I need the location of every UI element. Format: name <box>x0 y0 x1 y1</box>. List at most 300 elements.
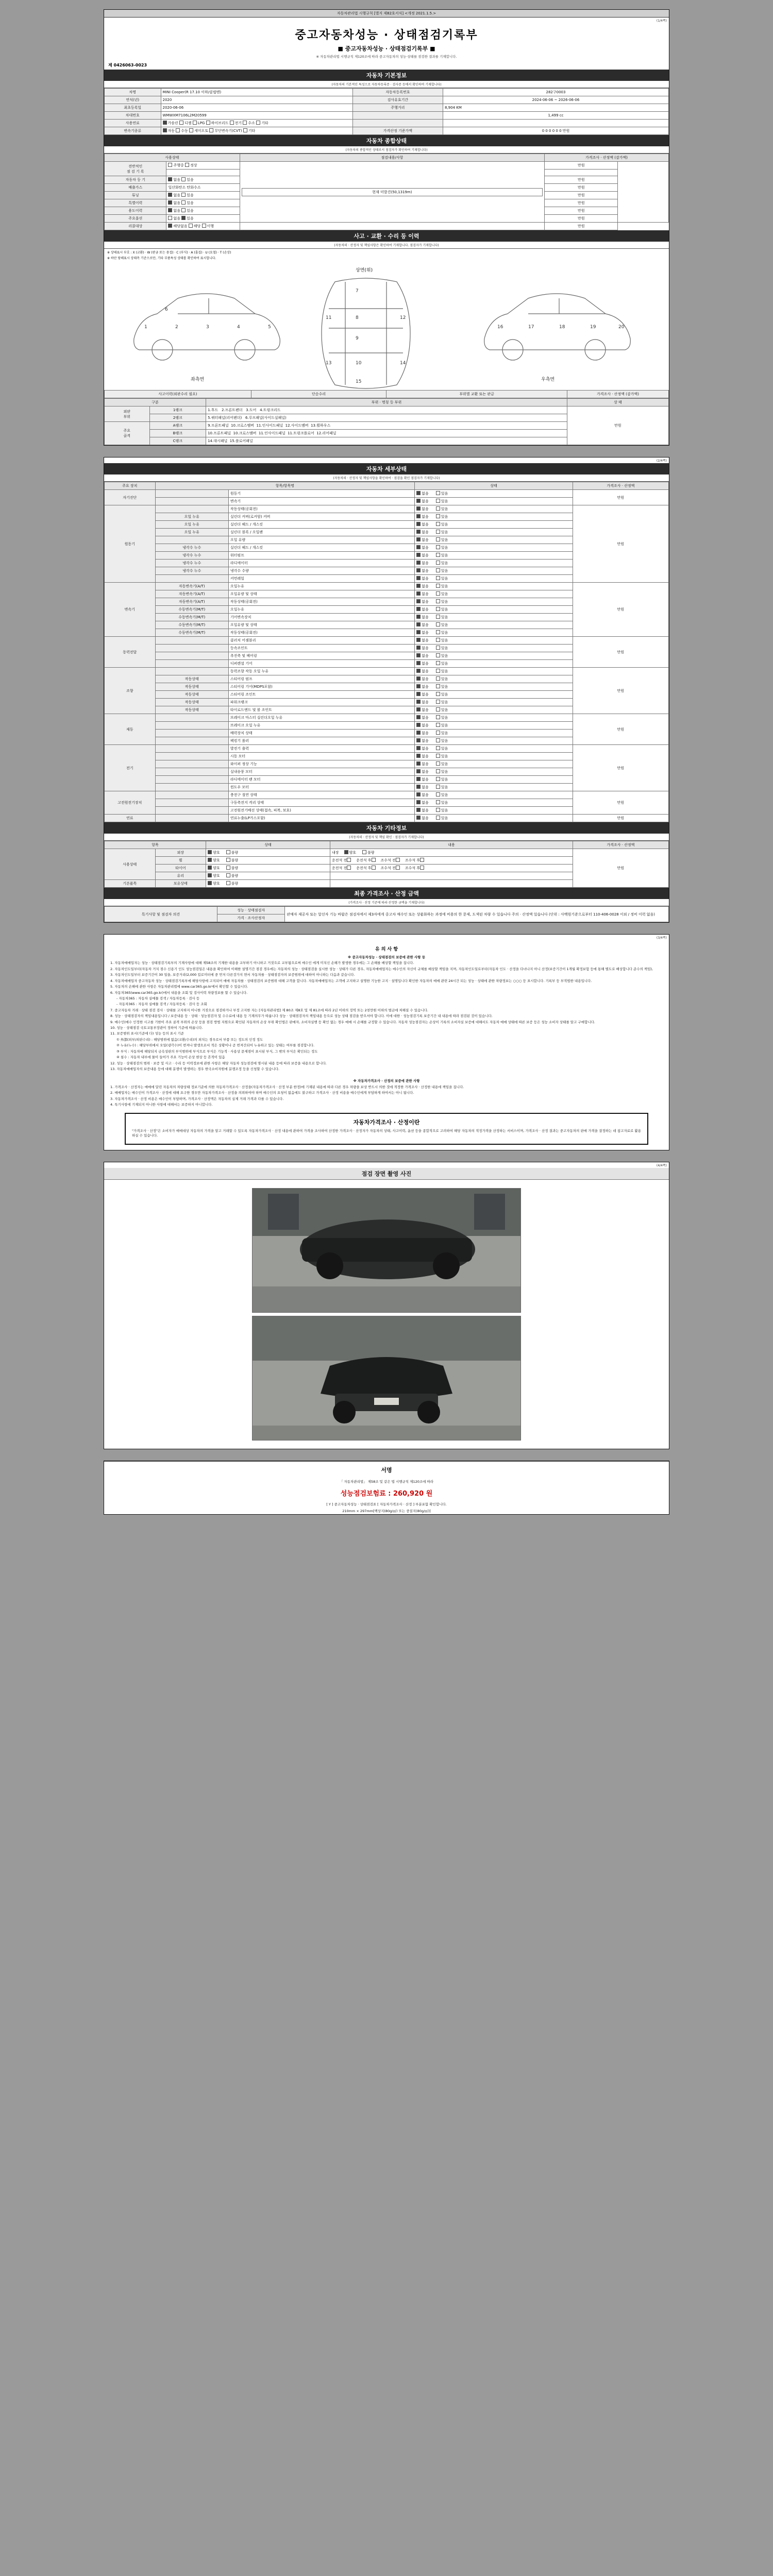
detail-opt-label-1-9-1: 있음 <box>441 577 448 581</box>
checkbox-fuel-2[interactable] <box>193 121 197 125</box>
page-subtitle: ■ 중고자동차성능 · 상태점검기록부 ■ <box>338 45 435 52</box>
notice-item-0: 1. 자동차매매업자는 성능 · 상태점검기록부의 기재사항에 대해 제58조의 기재한 내용을 교부하기 아니하고 거짓으로 교부됩으로써 매수인 에게 미치신 손해가 발생한 경우에는 그 손해를 배상할 책임을 집니다. <box>110 961 414 965</box>
notice-h2: ※ 자동차가격조사 · 산정의 보증에 관한 사항 <box>353 1079 420 1083</box>
overall-head-2: 점검내용/사항 <box>240 154 544 162</box>
detail-price-1: 만원 <box>573 505 668 583</box>
title-block <box>104 23 669 61</box>
checkbox-etc-2-0[interactable] <box>208 866 212 870</box>
table-row <box>105 120 669 127</box>
checkbox-detail-0-1-0[interactable] <box>416 499 421 503</box>
checkbox-detail-8-0-0[interactable] <box>416 816 421 820</box>
inspection-photo-2 <box>252 1316 521 1440</box>
detail-group-4: 조향 <box>105 668 156 714</box>
checkbox-detail-1-5-0[interactable] <box>416 545 421 549</box>
detail-head-2: 상태 <box>415 482 573 490</box>
etc-note-3 <box>330 872 573 880</box>
table-row <box>105 112 669 120</box>
fuel-label-6: 기타 <box>261 121 268 125</box>
checkbox-detail-6-0-0[interactable] <box>416 746 421 750</box>
checkbox-recall-none[interactable] <box>168 224 172 228</box>
detail-opt-label-1-7-1: 있음 <box>441 561 448 565</box>
accident-sub-1: 단순수리 <box>251 391 386 398</box>
view-label-right: 우측면 <box>541 377 555 382</box>
detail-opt-label-2-4-1: 있음 <box>441 615 448 619</box>
wheel-pos-2-2: 조수석 전 <box>380 866 396 870</box>
fuel-label-0: 가솔린 <box>167 121 178 125</box>
detail-opt-label-4-4-0: 없음 <box>422 700 429 704</box>
detail-price-4: 만원 <box>573 668 668 714</box>
checkbox-detail-6-2-1[interactable] <box>436 761 440 766</box>
detail-sub-5-0 <box>155 714 228 722</box>
overall-item-3 <box>166 192 240 199</box>
detail-opt-label-2-3-0: 없음 <box>422 607 429 612</box>
detail-opt-label-6-1-1: 있음 <box>441 754 448 758</box>
detail-sub-2-2: 자동변속기(A/T) <box>155 598 228 606</box>
checkbox-detail-2-5-0[interactable] <box>416 622 421 626</box>
detail-opt-label-2-1-0: 없음 <box>422 592 429 596</box>
checkbox-detail-5-1-0[interactable] <box>416 723 421 727</box>
checkbox-etc-3-0[interactable] <box>208 873 212 877</box>
etc-opt-label-2-1: 불량 <box>231 866 239 870</box>
checkbox-special-yes[interactable] <box>181 200 186 205</box>
etc-item-2: 타이어 <box>155 865 206 872</box>
checkbox-detail-4-0-0[interactable] <box>416 669 421 673</box>
checkbox-detail-3-1-1[interactable] <box>436 646 440 650</box>
checkbox-detail-1-4-0[interactable] <box>416 537 421 541</box>
checkbox-trans-2[interactable] <box>189 128 193 132</box>
frame-item-12: 15.플로어패널 <box>229 439 253 443</box>
page-title: 중고자동차성능 · 상태점검기록부 <box>295 29 478 42</box>
detail-group-2: 변속기 <box>105 583 156 637</box>
checkbox-wheel-2-2[interactable] <box>396 866 400 870</box>
checkbox-etc-right-0-0[interactable] <box>344 850 348 854</box>
detail-item-4-4: 파워크랭크 <box>228 699 414 706</box>
checkbox-detail-4-1-0[interactable] <box>416 676 421 681</box>
basic-value-1: 2020 <box>161 96 352 104</box>
checkbox-wheel-1-0[interactable] <box>347 858 351 862</box>
checkbox-detail-4-5-0[interactable] <box>416 707 421 711</box>
etc-status-4 <box>206 880 330 888</box>
checkbox-etc-4-1[interactable] <box>226 881 230 885</box>
checkbox-etc-1-0[interactable] <box>208 858 212 862</box>
detail-price-8: 만원 <box>573 815 668 822</box>
checkbox-recall-done[interactable] <box>202 224 206 228</box>
checkbox-detail-1-8-1[interactable] <box>436 568 440 572</box>
detail-sub-2-0: 자동변속기(A/T) <box>155 583 228 590</box>
detail-table-body <box>105 490 669 822</box>
checkbox-detail-6-1-1[interactable] <box>436 754 440 758</box>
detail-sub-2-6: 수동변속기(M/T) <box>155 629 228 637</box>
checkbox-detail-8-0-1[interactable] <box>436 816 440 820</box>
detail-item-2-5: 오일유량 및 상태 <box>228 621 414 629</box>
checkbox-detail-1-6-1[interactable] <box>436 553 440 557</box>
checkbox-fuel-5[interactable] <box>243 121 247 125</box>
overall-item-0b <box>166 170 240 176</box>
checkbox-detail-4-3-1[interactable] <box>436 692 440 696</box>
detail-item-0-1: 변속기 <box>228 498 414 505</box>
basic-label-5: 변속기종류 <box>105 127 161 135</box>
etc-status-1 <box>206 857 330 865</box>
notice-items-2 <box>104 1085 669 1108</box>
title-note: ※ 자동차관리법 시행규칙 제120조에 따라 중고자동차의 성능·상태를 점검한 결과를 기재합니다. <box>316 55 457 59</box>
detail-opt-label-4-2-0: 없음 <box>422 685 429 689</box>
checkbox-detail-1-1-1[interactable] <box>436 514 440 518</box>
checkbox-detail-6-5-0[interactable] <box>416 785 421 789</box>
checkbox-detail-1-9-1[interactable] <box>436 576 440 580</box>
checkbox-detail-5-2-0[interactable] <box>416 731 421 735</box>
checkbox-detail-2-6-0[interactable] <box>416 630 421 634</box>
svg-text:6: 6 <box>165 307 168 312</box>
notice-item-4: 5. 자동차의 손해에 관한 사항은 자동차관리법에 www.car365.go.kr에서 확인할 수 있습니다. <box>110 985 248 989</box>
accident-sub-2: 부위별 교환 또는 판금 <box>386 391 567 398</box>
checkbox-detail-7-0-0[interactable] <box>416 792 421 796</box>
checkbox-wheel-1-3[interactable] <box>420 858 424 862</box>
table-header-row <box>105 154 669 162</box>
etc-note-4 <box>330 880 573 888</box>
notice-item-18: 13. 자동차매매업자의 보증내용 등에 대해 분쟁이 발생하는 경우 한국소비자원에 분쟁조정 등을 신청할 수 있습니다. <box>110 1067 280 1072</box>
page-number-2: (2/4쪽) <box>656 459 667 463</box>
checkbox-detail-2-4-0[interactable] <box>416 615 421 619</box>
svg-text:9: 9 <box>356 336 359 341</box>
checkbox-detail-0-0-0[interactable] <box>416 491 421 495</box>
section-overall-note: (자동차의 종합적인 상태로서 점검자가 확인하여 기재합니다) <box>104 146 669 154</box>
checkbox-detail-2-0-0[interactable] <box>416 584 421 588</box>
inspection-photo-1 <box>252 1188 521 1313</box>
checkbox-detail-6-4-0[interactable] <box>416 777 421 781</box>
checkbox-detail-2-2-0[interactable] <box>416 599 421 603</box>
detail-opt-label-3-0-1: 있음 <box>441 638 448 642</box>
detail-status-4-0 <box>415 668 573 675</box>
detail-opt-label-4-0-1: 있음 <box>441 669 448 673</box>
etc-head-0: 항목 <box>105 841 206 849</box>
part-item-3: 3.도어 <box>246 408 257 412</box>
detail-group-6: 전기 <box>105 745 156 791</box>
basic-value2-1: 2024-06-06 ~ 2026-06-06 <box>443 96 668 104</box>
overall-opt-1a: 없음 <box>173 178 180 182</box>
checkbox-fuel-1[interactable] <box>179 121 183 125</box>
checkbox-detail-0-1-1[interactable] <box>436 499 440 503</box>
detail-opt-label-5-0-1: 있음 <box>441 716 448 720</box>
checkbox-detail-3-2-0[interactable] <box>416 653 421 657</box>
detail-sub-1-6: 냉각수 누수 <box>155 552 228 560</box>
detail-sub-7-1 <box>155 799 228 807</box>
checkbox-detail-1-3-1[interactable] <box>436 530 440 534</box>
accident-sub-0: 사고이력(외판수리 필요) <box>105 391 251 398</box>
detail-opt-label-4-4-1: 있음 <box>441 700 448 704</box>
checkbox-detail-2-1-0[interactable] <box>416 591 421 596</box>
checkbox-wheel-2-3[interactable] <box>420 866 424 870</box>
section-etc-header: 자동차 기타정보 <box>104 822 669 834</box>
notice-item-11: 10. 성능 · 상태점검 국토교통부장관이 정하여 기준에 따릅니다. <box>110 1026 203 1030</box>
detail-status-6-1 <box>415 753 573 760</box>
detail-status-5-0 <box>415 714 573 722</box>
section-detail-note: (자동차의 · 산정자 및 책임사항을 확인하여 · 점검을 확인 점검자가 기재합니다) <box>104 474 669 482</box>
engine-cc: 1,499 cc <box>443 112 668 120</box>
detail-status-7-2 <box>415 807 573 815</box>
checkbox-detail-4-2-0[interactable] <box>416 684 421 688</box>
etc-opt-label-0-0: 양호 <box>213 851 220 855</box>
checkbox-detail-4-0-1[interactable] <box>436 669 440 673</box>
detail-opt-label-5-1-1: 있음 <box>441 723 448 727</box>
checkbox-detail-3-3-0[interactable] <box>416 661 421 665</box>
price-table <box>104 906 669 922</box>
sheet-4-photos <box>104 1162 669 1449</box>
detail-opt-label-2-0-0: 없음 <box>422 584 429 588</box>
detail-status-7-1 <box>415 799 573 807</box>
detail-opt-label-3-3-0: 없음 <box>422 662 429 666</box>
checkbox-fuel-6[interactable] <box>256 121 260 125</box>
checkbox-recall-yes[interactable] <box>189 224 193 228</box>
detail-item-0-0: 원동기 <box>228 490 414 498</box>
checkbox-special-none[interactable] <box>168 200 172 205</box>
table-row <box>105 815 669 822</box>
detail-sub-4-1: 작동상태 <box>155 675 228 683</box>
detail-head-1: 항목/항목명 <box>155 482 415 490</box>
document-number: 제 0426063-0023 <box>108 63 147 67</box>
etc-item-1: 휠 <box>155 857 206 865</box>
overall-opt-1b: 있음 <box>187 178 194 182</box>
checkbox-detail-1-4-1[interactable] <box>436 537 440 541</box>
checkbox-tuning-yes[interactable] <box>181 193 186 197</box>
detail-item-4-2: 스티어링 기어(MDPS포함) <box>228 683 414 691</box>
table-row <box>105 505 669 513</box>
checkbox-detail-5-2-1[interactable] <box>436 731 440 735</box>
detail-opt-label-8-0-0: 없음 <box>422 816 429 820</box>
detail-item-1-8: 냉각수 수량 <box>228 567 414 575</box>
checkbox-trans-4[interactable] <box>243 128 247 132</box>
detail-status-2-0 <box>415 583 573 590</box>
checkbox-detail-4-4-0[interactable] <box>416 700 421 704</box>
checkbox-etc-3-1[interactable] <box>226 873 230 877</box>
checkbox-option-none[interactable] <box>168 216 172 220</box>
checkbox-detail-2-6-1[interactable] <box>436 630 440 634</box>
overall-right-7b: 만원 <box>545 223 618 230</box>
detail-status-2-1 <box>415 590 573 598</box>
checkbox-etc-0-0[interactable] <box>208 850 212 854</box>
checkbox-overall-1a[interactable] <box>168 177 172 181</box>
checkbox-detail-2-2-1[interactable] <box>436 599 440 603</box>
checkbox-wheel-1-2[interactable] <box>396 858 400 862</box>
checkbox-detail-1-1-0[interactable] <box>416 514 421 518</box>
detail-opt-label-5-2-1: 있음 <box>441 731 448 735</box>
notice-item-3: 4. 자동차매매업자 중고자동차 성능 · 상태점검기록부에 해당사항에 고지되어 매매 자동차를 · 상태점검의 보증범위 대해 고객을 합니다. 자동차매매업자는 고객에 고지하고 설명한 기능한 고지 · 설명입니다 확인한 자동차의 매매 관련 24시간 되는 성능 · 상태에 관한 차량정보는 ○○○ 등 표시합니다. 기록부 등 부적법한 내용입니다. <box>110 978 592 983</box>
overall-state-table <box>104 154 669 230</box>
checkbox-detail-3-0-0[interactable] <box>416 638 421 642</box>
etc-item-0: 외장 <box>155 849 206 857</box>
checkbox-detail-7-2-1[interactable] <box>436 808 440 812</box>
detail-opt-label-2-5-1: 있음 <box>441 623 448 627</box>
checkbox-detail-1-6-0[interactable] <box>416 553 421 557</box>
detail-item-2-6: 작동상태(공회전) <box>228 629 414 637</box>
checkbox-detail-6-0-1[interactable] <box>436 746 440 750</box>
checkbox-detail-2-5-1[interactable] <box>436 622 440 626</box>
emission-hc: 탄화수소 <box>187 185 201 190</box>
checkbox-detail-2-3-1[interactable] <box>436 607 440 611</box>
checkbox-etc-0-1[interactable] <box>226 850 230 854</box>
overall-cat-3: 튜닝 <box>105 192 166 199</box>
checkbox-usage-yes[interactable] <box>181 208 186 212</box>
detail-item-1-5: 실린더 헤드 / 개스킷 <box>228 544 414 552</box>
checkbox-detail-1-9-0[interactable] <box>416 576 421 580</box>
checkbox-trans-3[interactable] <box>209 128 213 132</box>
checkbox-detail-2-4-1[interactable] <box>436 615 440 619</box>
checkbox-detail-3-2-1[interactable] <box>436 653 440 657</box>
etc-opt-label-4-0: 양호 <box>213 882 220 886</box>
svg-text:13: 13 <box>326 361 332 366</box>
etc-table <box>104 841 669 888</box>
car-diagram-svg <box>113 261 660 389</box>
checkbox-detail-1-0-0[interactable] <box>416 506 421 511</box>
notice-item-17: 12. 성능 · 상태점검의 범위 · 보증 및 사고 · 수리 등 이력정보에 관한 사항은 해당 자동차 성능점검에 명시된 내용 등에 따라 보증을 내용으로 합니다. <box>110 1061 327 1065</box>
checkbox-detail-6-3-1[interactable] <box>436 769 440 773</box>
detail-group-5: 제동 <box>105 714 156 745</box>
notice-title: 유 의 사 항 <box>375 947 398 952</box>
checkbox-overall-0a[interactable] <box>168 163 172 167</box>
detail-opt-label-4-5-1: 있음 <box>441 708 448 712</box>
detail-item-3-0: 클러치 어셈블리 <box>228 637 414 645</box>
detail-sub-2-4: 수동변속기(M/T) <box>155 614 228 621</box>
detail-sub-1-2: 오일 누유 <box>155 521 228 529</box>
basic-label2-1: 검사유효기간 <box>352 96 443 104</box>
checkbox-usage-none[interactable] <box>168 208 172 212</box>
overall-item-4 <box>166 199 240 207</box>
svg-text:16: 16 <box>497 325 503 330</box>
checkbox-detail-6-2-0[interactable] <box>416 761 421 766</box>
checkbox-detail-3-0-1[interactable] <box>436 638 440 642</box>
checkbox-detail-1-3-0[interactable] <box>416 530 421 534</box>
recall-done-label: 이행 <box>207 224 214 228</box>
checkbox-detail-4-5-1[interactable] <box>436 707 440 711</box>
frame-item-4: 12.사이드멤버 <box>285 423 309 428</box>
detail-opt-label-4-0-0: 없음 <box>422 669 429 673</box>
wheel-pos-1-3: 조수석 후 <box>405 858 421 862</box>
etc-table-body <box>105 849 669 888</box>
checkbox-etc-4-0[interactable] <box>208 881 212 885</box>
detail-opt-label-6-3-1: 있음 <box>441 770 448 774</box>
detail-opt-label-3-2-0: 없음 <box>422 654 429 658</box>
checkbox-detail-7-0-1[interactable] <box>436 792 440 796</box>
checkbox-wheel-2-1[interactable] <box>372 866 376 870</box>
checkbox-detail-1-2-0[interactable] <box>416 522 421 526</box>
checkbox-trans-0[interactable] <box>163 128 167 132</box>
checkbox-detail-1-7-1[interactable] <box>436 561 440 565</box>
etc-opt-label-2-0: 양호 <box>213 866 220 870</box>
etc-price: 만원 <box>573 849 668 888</box>
usage-none-label: 없음 <box>173 209 180 213</box>
checkbox-detail-1-7-0[interactable] <box>416 561 421 565</box>
price-definition-box <box>125 1113 648 1145</box>
trans-label-2: 세미오토 <box>194 129 209 133</box>
detail-item-1-1: 실린더 커버(로커암) 커버 <box>228 513 414 521</box>
basic-value-0: MINI Cooper(R 17.10 이하/클럽맨) <box>161 89 352 96</box>
checkbox-detail-2-3-0[interactable] <box>416 607 421 611</box>
etc-note-0 <box>330 849 573 857</box>
etc-head-3: 가격조사 · 산정액 <box>573 841 668 849</box>
inspection-fee: 성능점검보험료 : 260,920 원 <box>340 1490 433 1498</box>
checkbox-detail-7-2-0[interactable] <box>416 808 421 812</box>
checkbox-detail-0-0-1[interactable] <box>436 491 440 495</box>
mileage-cell <box>443 104 668 112</box>
checkbox-detail-5-0-0[interactable] <box>416 715 421 719</box>
checkbox-overall-1b[interactable] <box>181 177 186 181</box>
checkbox-etc-2-1[interactable] <box>226 866 230 870</box>
detail-status-3-0 <box>415 637 573 645</box>
checkbox-detail-7-1-1[interactable] <box>436 800 440 804</box>
checkbox-detail-4-1-1[interactable] <box>436 676 440 681</box>
section-basic-note: (자동차의 기본적인 특성으로 자동차등록증 · 검사증 등에서 확인하여 기재합니다) <box>104 81 669 88</box>
checkbox-detail-1-2-1[interactable] <box>436 522 440 526</box>
checkbox-detail-7-1-0[interactable] <box>416 800 421 804</box>
etc-head-1: 상태 <box>206 841 330 849</box>
checkbox-etc-right-0-1[interactable] <box>362 850 366 854</box>
detail-item-4-1: 스티어링 펌프 <box>228 675 414 683</box>
checkbox-wheel-1-1[interactable] <box>372 858 376 862</box>
basic-label2-3 <box>352 112 443 120</box>
checkbox-detail-4-2-1[interactable] <box>436 684 440 688</box>
checkbox-detail-6-3-0[interactable] <box>416 769 421 773</box>
notice-item-5: 6. 자동차365(www.car365.go.kr)에서 내용을 조회 및 검사이력 차량정보를 할 수 있습니다. <box>110 990 248 995</box>
checkbox-wheel-2-0[interactable] <box>347 866 351 870</box>
detail-group-7: 고전원전기장치 <box>105 791 156 815</box>
checkbox-detail-6-4-1[interactable] <box>436 777 440 781</box>
detail-opt-label-4-2-1: 있음 <box>441 685 448 689</box>
detail-status-1-1 <box>415 513 573 521</box>
notice-item-2: 3. 자동차인도일부터 보증기간이 30 일을, 보증거리(2,000 킬로미터에 중 먼저 다른것가지 면서 자동차를 · 상태점검자의 보증범위에 대하여 아니하는 다음과 같습니다. <box>110 973 355 977</box>
checkbox-fuel-3[interactable] <box>206 121 210 125</box>
parts-rankA-items <box>206 422 567 430</box>
overall-right-4: 만원 <box>545 199 618 207</box>
detail-sub-5-3 <box>155 737 228 745</box>
checkbox-detail-5-3-1[interactable] <box>436 738 440 742</box>
frame-item-11: 14.대시패널 <box>208 439 228 443</box>
checkbox-detail-4-4-1[interactable] <box>436 700 440 704</box>
checkbox-option-yes[interactable] <box>181 216 186 220</box>
tuning-none-label: 없음 <box>173 193 180 197</box>
checkbox-detail-5-3-0[interactable] <box>416 738 421 742</box>
detail-item-3-1: 등속조인트 <box>228 645 414 652</box>
detail-item-1-9: 커먼레일 <box>228 575 414 583</box>
checkbox-detail-1-5-1[interactable] <box>436 545 440 549</box>
part-item-2: 2.프론트펜더 <box>221 408 243 412</box>
checkbox-overall-0b[interactable] <box>185 163 189 167</box>
detail-group-0: 자기진단 <box>105 490 156 505</box>
detail-opt-label-1-0-1: 있음 <box>441 507 448 511</box>
checkbox-detail-6-5-1[interactable] <box>436 785 440 789</box>
checkbox-trans-1[interactable] <box>176 128 180 132</box>
photo-gallery <box>104 1180 669 1449</box>
checkbox-fuel-0[interactable] <box>163 121 167 125</box>
checkbox-detail-4-3-0[interactable] <box>416 692 421 696</box>
checkbox-detail-1-0-1[interactable] <box>436 506 440 511</box>
etc-right-opt-0-0: 양호 <box>349 851 357 855</box>
checkbox-detail-5-1-1[interactable] <box>436 723 440 727</box>
checkbox-detail-5-0-1[interactable] <box>436 715 440 719</box>
checkbox-detail-1-8-0[interactable] <box>416 568 421 572</box>
detail-item-7-1: 구동축전지 격리 상태 <box>228 799 414 807</box>
checkbox-tuning-none[interactable] <box>168 193 172 197</box>
checkbox-detail-2-1-1[interactable] <box>436 591 440 596</box>
checkbox-detail-6-1-0[interactable] <box>416 754 421 758</box>
checkbox-detail-3-3-1[interactable] <box>436 661 440 665</box>
checkbox-etc-1-1[interactable] <box>226 858 230 862</box>
checkbox-fuel-4[interactable] <box>230 121 234 125</box>
checkbox-detail-3-1-0[interactable] <box>416 646 421 650</box>
detail-sub-4-4: 작동상태 <box>155 699 228 706</box>
detail-opt-label-5-1-0: 없음 <box>422 723 429 727</box>
checkbox-detail-2-0-1[interactable] <box>436 584 440 588</box>
overall-right-7 <box>240 223 544 230</box>
special-none-label: 없음 <box>173 201 180 205</box>
